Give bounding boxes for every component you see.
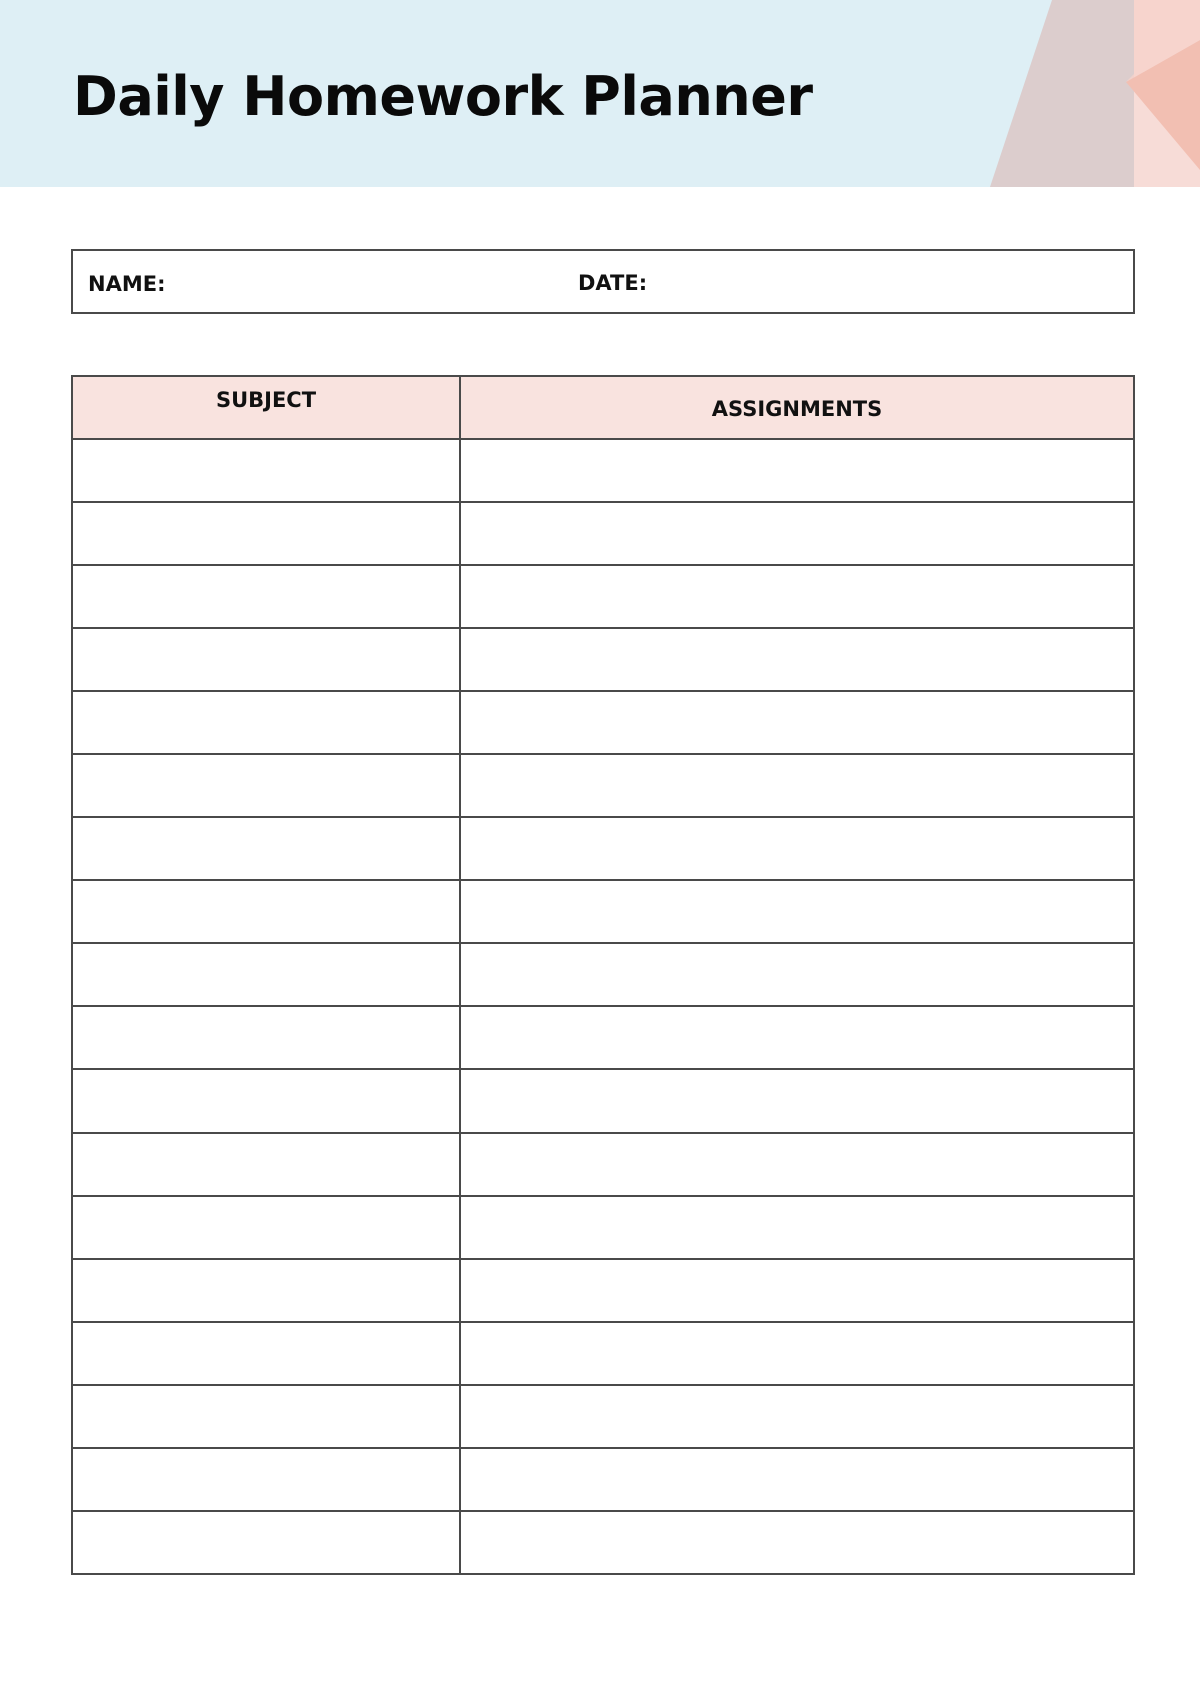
subject-cell[interactable] (72, 1133, 460, 1196)
assignments-cell[interactable] (460, 754, 1134, 817)
assignments-cell[interactable] (460, 565, 1134, 628)
table-row (72, 1511, 1134, 1574)
table-row (72, 628, 1134, 691)
subject-cell[interactable] (72, 1511, 460, 1574)
assignments-cell[interactable] (460, 691, 1134, 754)
subject-cell[interactable] (72, 691, 460, 754)
table-header-row (72, 376, 1134, 439)
subject-cell[interactable] (72, 1196, 460, 1259)
table-row (72, 817, 1134, 880)
subject-cell[interactable] (72, 1006, 460, 1069)
table-row (72, 1259, 1134, 1322)
assignments-cell[interactable] (460, 1448, 1134, 1511)
table-row (72, 1448, 1134, 1511)
assignments-cell[interactable] (460, 1196, 1134, 1259)
table-row (72, 754, 1134, 817)
table-row (72, 502, 1134, 565)
subject-cell[interactable] (72, 1448, 460, 1511)
assignments-cell[interactable] (460, 1385, 1134, 1448)
subject-header-label: SUBJECT (215, 387, 317, 412)
subject-cell[interactable] (72, 1069, 460, 1132)
assignments-cell[interactable] (460, 1069, 1134, 1132)
table-row (72, 1133, 1134, 1196)
table-row (72, 1322, 1134, 1385)
subject-cell[interactable] (72, 1322, 460, 1385)
subject-cell[interactable] (72, 565, 460, 628)
assignments-header-label: ASSIGNMENTS (711, 396, 883, 421)
assignments-cell[interactable] (460, 502, 1134, 565)
assignments-cell[interactable] (460, 943, 1134, 1006)
subject-cell[interactable] (72, 502, 460, 565)
assignments-cell[interactable] (460, 817, 1134, 880)
table-row (72, 1385, 1134, 1448)
table-row (72, 565, 1134, 628)
assignments-cell[interactable] (460, 880, 1134, 943)
subject-cell[interactable] (72, 1259, 460, 1322)
assignments-cell[interactable] (460, 1133, 1134, 1196)
name-label: NAME: (88, 272, 166, 296)
table-row (72, 943, 1134, 1006)
assignments-cell[interactable] (460, 439, 1134, 502)
subject-cell[interactable] (72, 943, 460, 1006)
table-row (72, 1069, 1134, 1132)
table-row (72, 691, 1134, 754)
page-title: Daily Homework Planner (73, 65, 813, 128)
assignments-column-header (460, 376, 1134, 439)
subject-cell[interactable] (72, 439, 460, 502)
subject-cell[interactable] (72, 880, 460, 943)
date-label: DATE: (578, 271, 648, 295)
subject-cell[interactable] (72, 1385, 460, 1448)
info-box (71, 249, 1135, 314)
table-row (72, 1196, 1134, 1259)
subject-column-header (72, 376, 460, 439)
table-row (72, 439, 1134, 502)
assignments-cell[interactable] (460, 1006, 1134, 1069)
assignments-cell[interactable] (460, 628, 1134, 691)
table-row (72, 880, 1134, 943)
homework-table (71, 375, 1135, 1575)
assignments-cell[interactable] (460, 1259, 1134, 1322)
table-row (72, 1006, 1134, 1069)
subject-cell[interactable] (72, 817, 460, 880)
subject-cell[interactable] (72, 754, 460, 817)
subject-cell[interactable] (72, 628, 460, 691)
assignments-cell[interactable] (460, 1322, 1134, 1385)
assignments-cell[interactable] (460, 1511, 1134, 1574)
